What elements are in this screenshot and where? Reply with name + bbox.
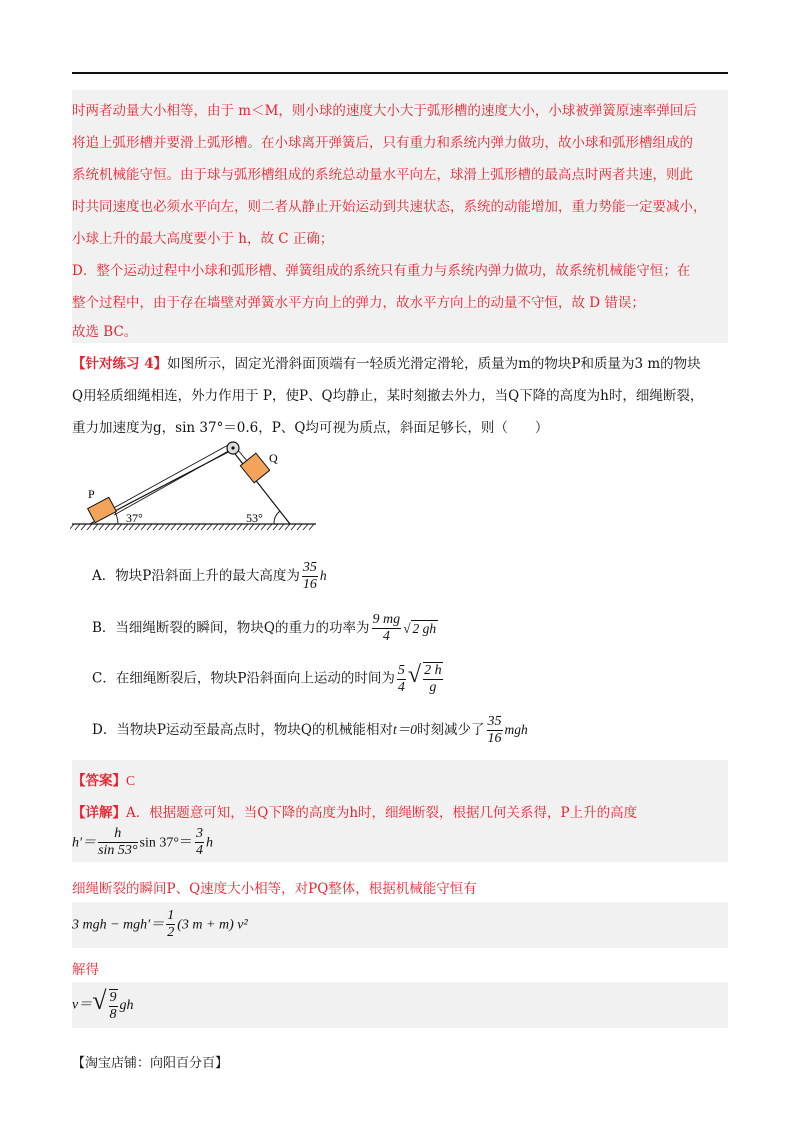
ground-hatch bbox=[231, 524, 236, 530]
ground-hatch bbox=[297, 524, 302, 530]
option-a-fraction: $\frac{35}{16}$ bbox=[302, 560, 317, 592]
ground-hatch bbox=[159, 524, 164, 530]
ground-hatch bbox=[213, 524, 218, 530]
option-c-sqrt: √ $\frac{2 h}{g}$ bbox=[407, 662, 442, 695]
ground-hatch bbox=[273, 524, 278, 530]
ground-hatch bbox=[285, 524, 290, 530]
ground-hatch bbox=[207, 524, 212, 530]
analysis-line: 时两者动量大小相等，由于 m＜M，则小球的速度大小大于弧形槽的速度大小，小球被弹簧原速率弹回后 bbox=[72, 103, 697, 119]
question-tag: 【针对练习 4】 bbox=[72, 356, 168, 372]
option-b-fraction: $\frac{9 mg}{4}$ bbox=[372, 612, 401, 644]
question-line-3: 重力加速度为g，sin 37°＝0.6，P、Q均可视为质点，斜面足够长，则（ ） bbox=[72, 420, 549, 436]
ground-hatch bbox=[237, 524, 242, 530]
answer-value: C bbox=[126, 773, 136, 788]
answer-band bbox=[72, 760, 728, 794]
ground-hatch bbox=[279, 524, 284, 530]
ground-hatch bbox=[195, 524, 200, 530]
detail-text-1: A．根据题意可知，当Q下降的高度为h时，细绳断裂，根据几何关系得，P上升的高度 bbox=[126, 805, 638, 821]
question-line-2: Q用轻质细绳相连，外力作用于 P，使P、Q均静止，某时刻撤去外力，当Q下降的高度为h时，细绳断裂， bbox=[72, 388, 704, 404]
ground-hatch bbox=[117, 524, 122, 530]
ground-hatch bbox=[309, 524, 314, 530]
angle-right: 53° bbox=[246, 511, 263, 525]
ground-hatch bbox=[75, 524, 80, 530]
ground-hatch bbox=[303, 524, 308, 530]
detail-text-2: 细绳断裂的瞬间P、Q速度大小相等，对PQ整体，根据机械能守恒有 bbox=[72, 881, 477, 897]
analysis-line: 故选 BC。 bbox=[72, 324, 138, 340]
option-d bbox=[92, 714, 528, 747]
analysis-line: D．整个运动过程中小球和弧形槽、弹簧组成的系统只有重力与系统内弹力做功，故系统机械能守恒；在 bbox=[72, 263, 691, 279]
question-line-1 bbox=[72, 352, 701, 372]
ground-hatch bbox=[267, 524, 272, 530]
answer-line bbox=[72, 769, 135, 789]
option-a-var: h bbox=[319, 568, 327, 583]
ground-hatch bbox=[99, 524, 104, 530]
question-text-1: 如图所示，固定光滑斜面顶端有一轻质光滑定滑轮，质量为m的物块P和质量为3 m的物块 bbox=[167, 356, 701, 372]
ground-hatch bbox=[105, 524, 110, 530]
option-b-text: B．当细绳断裂的瞬间，物块Q的重力的功率为 bbox=[92, 620, 370, 636]
detail-line-1 bbox=[72, 801, 637, 821]
detail-eq-1: h′＝ $\frac{h}{\sin 53^\circ}$ sin 37°＝ $\frac{3}{4}$ h bbox=[72, 826, 213, 858]
ground-hatch bbox=[70, 524, 74, 530]
ground-hatch bbox=[183, 524, 188, 530]
analysis-line: 将追上弧形槽并要滑上弧形槽。在小球离开弹簧后，只有重力和系统内弹力做功，故小球和弧形槽组成的 bbox=[72, 135, 693, 151]
analysis-line: 系统机械能守恒。由于球与弧形槽组成的系统总动量水平向左，球滑上弧形槽的最高点时两者共速，则此 bbox=[72, 167, 693, 183]
ground-hatch bbox=[291, 524, 296, 530]
footer-shop: 【淘宝店铺：向阳百分百】 bbox=[72, 1056, 229, 1071]
option-d-text: D．当物块P运动至最高点时，物块Q的机械能相对 bbox=[92, 722, 393, 738]
analysis-line: 小球上升的最大高度要小于 h，故 C 正确； bbox=[72, 231, 334, 247]
detail-label: 【详解】 bbox=[72, 805, 126, 821]
ground-hatch bbox=[189, 524, 194, 530]
analysis-line: 整个过程中，由于存在墙壁对弹簧水平方向上的弹力，故水平方向上的动量不守恒，故 D 错误； bbox=[72, 295, 645, 311]
detail-text-3: 解得 bbox=[72, 962, 99, 978]
detail-eq-3: v＝√ $\frac{9}{8}$ gh bbox=[72, 986, 134, 1022]
option-a-text: A．物块P沿斜面上升的最大高度为 bbox=[92, 568, 300, 584]
angle-left: 37° bbox=[126, 511, 143, 525]
ground-hatch bbox=[81, 524, 86, 530]
option-c bbox=[92, 662, 445, 696]
ground-hatch bbox=[147, 524, 152, 530]
detail-eq-2: 3 mgh − mgh′＝ $\frac{1}{2}$ (3 m + m) v² bbox=[72, 908, 248, 940]
header-rule bbox=[72, 72, 728, 74]
ground-hatch bbox=[219, 524, 224, 530]
option-c-fraction: $\frac{5}{4}$ bbox=[397, 662, 405, 695]
option-b bbox=[92, 612, 438, 645]
label-q: Q bbox=[269, 451, 278, 465]
ground-hatch bbox=[171, 524, 176, 530]
option-d-fraction: $\frac{35}{16}$ bbox=[487, 714, 502, 746]
option-d-text2: 时刻减少了 bbox=[417, 722, 485, 738]
block-p bbox=[88, 497, 117, 522]
detail-band-3 bbox=[72, 982, 728, 1028]
ground-hatch bbox=[93, 524, 98, 530]
option-c-text: C．在细绳断裂后，物块P沿斜面向上运动的时间为 bbox=[92, 670, 395, 687]
ground-hatch bbox=[177, 524, 182, 530]
ground-hatch bbox=[87, 524, 92, 530]
ground-hatch bbox=[225, 524, 230, 530]
ground-hatch bbox=[201, 524, 206, 530]
answer-label: 【答案】 bbox=[72, 773, 126, 789]
analysis-line: 时共同速度也必须水平向左，则二者从静止开始运动到共速状态，系统的动能增加，重力势能一定要减小， bbox=[72, 199, 707, 215]
ground-hatch bbox=[165, 524, 170, 530]
option-a bbox=[92, 560, 327, 593]
option-b-sqrt: √ 2 gh bbox=[403, 621, 437, 636]
option-d-t: t＝0 bbox=[392, 722, 417, 737]
incline-figure bbox=[70, 436, 320, 536]
option-d-var: mgh bbox=[504, 722, 528, 737]
ground-hatch bbox=[153, 524, 158, 530]
ground-hatch bbox=[111, 524, 116, 530]
label-p: P bbox=[88, 487, 95, 501]
